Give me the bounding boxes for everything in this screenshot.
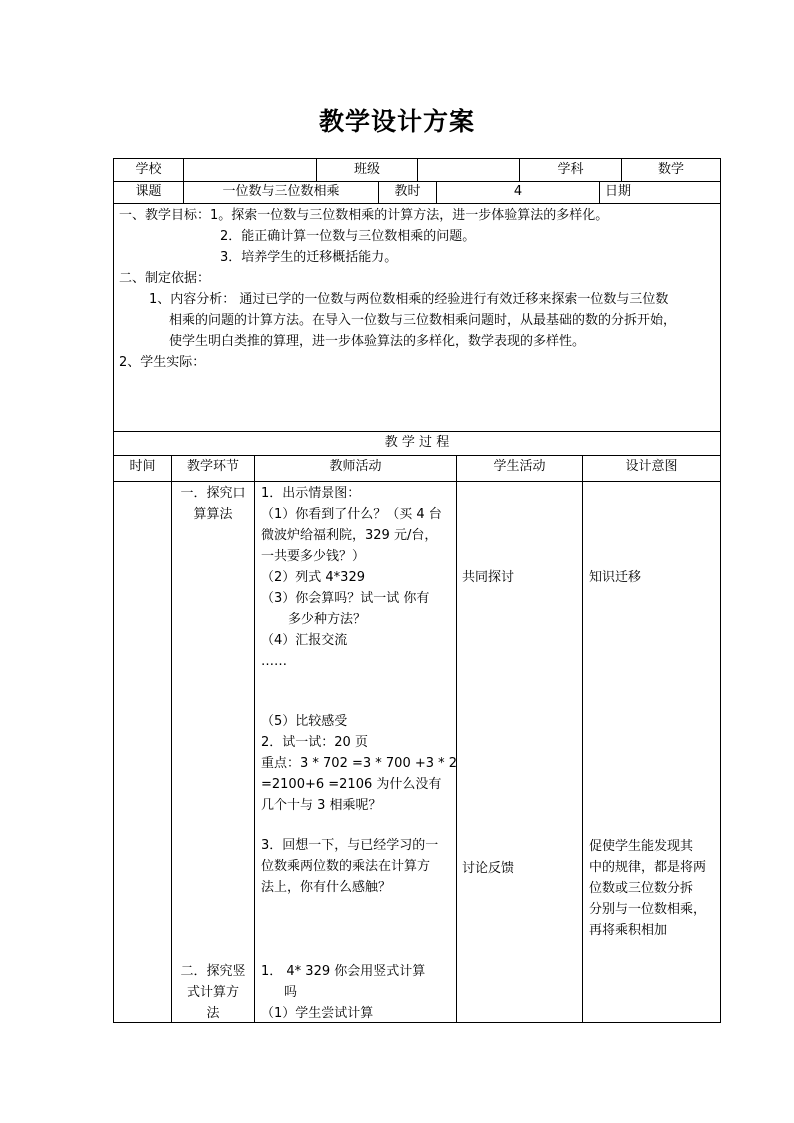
col-divider — [254, 455, 255, 1022]
stage2-name-line-2: 式计算方 — [186, 985, 239, 1000]
objective-line-2: 2．能正确计算一位数与三位数相乘的问题。 — [220, 229, 476, 244]
teacher-line: （1）学生尝试计算 — [261, 1006, 374, 1021]
teacher-line: （5）比较感受 — [261, 714, 348, 729]
teacher-line: 2．试一试：20 页 — [261, 735, 368, 750]
stage2-name-line-3: 法 — [206, 1006, 220, 1021]
col-divider — [171, 455, 172, 1022]
design-intent-line: 中的规律，都是将两 — [589, 860, 707, 875]
teacher-line: 法上，你有什么感触？ — [261, 880, 392, 895]
date-label: 日期 — [604, 184, 631, 199]
teacher-line: 1．出示情景图： — [261, 486, 361, 501]
design-intent-line: 再将乘积相加 — [589, 923, 668, 938]
subject-value: 数学 — [657, 162, 684, 177]
hours-value: 4 — [513, 184, 523, 199]
teacher-line: …… — [261, 654, 287, 669]
design-intent: 知识迁移 — [589, 570, 642, 585]
col-divider — [183, 159, 184, 181]
row-divider — [114, 455, 720, 456]
design-intent-line: 分别与一位数相乘， — [589, 902, 707, 917]
teacher-line: 几个十与 3 相乘呢？ — [261, 798, 382, 813]
col-header-teacher: 教师活动 — [329, 459, 382, 474]
design-intent-line: 促使学生能发现其 — [589, 839, 694, 854]
subject-label: 学科 — [557, 162, 584, 177]
hours-label: 教时 — [394, 184, 421, 199]
teacher-line: （4）汇报交流 — [261, 633, 348, 648]
teacher-line: 1． 4* 329 你会用竖式计算 — [261, 964, 426, 979]
stage1-name-line-1: 一．探究口 — [180, 486, 246, 501]
topic-label: 课题 — [135, 184, 162, 199]
basis-heading: 二、制定依据： — [119, 271, 211, 286]
teacher-line: 位数乘两位数的乘法在计算方 — [261, 859, 431, 874]
teacher-line: （2）列式 4*329 — [261, 570, 365, 585]
row-divider — [114, 481, 720, 482]
teacher-line: 重点：3 * 702 =3 * 700 +3 * 2 — [261, 756, 458, 771]
content-analysis-line-3: 使学生明白类推的算理，进一步体验算法的多样化，数学表现的多样性。 — [169, 334, 586, 349]
stage1-name-line-2: 算算法 — [193, 507, 233, 522]
lesson-plan-table — [113, 158, 721, 1023]
content-analysis-line-2: 相乘的问题的计算方法。在导入一位数与三位数相乘问题时，从最基础的数的分拆开始， — [169, 313, 677, 328]
teacher-line: 吗 — [284, 985, 298, 1000]
content-analysis-line-1: 1、内容分析： 通过已学的一位数与两位数相乘的经验进行有效迁移来探索一位数与三位数 — [149, 292, 669, 307]
col-header-time: 时间 — [129, 459, 156, 474]
class-label: 班级 — [353, 162, 380, 177]
topic-value: 一位数与三位数相乘 — [222, 184, 340, 199]
row-divider — [114, 431, 720, 432]
row-divider — [114, 203, 720, 204]
student-activity: 共同探讨 — [462, 570, 515, 585]
students-actual: 2、学生实际： — [119, 355, 206, 370]
stage2-name-line-1: 二．探究竖 — [180, 964, 246, 979]
document-title: 教学设计方案 — [318, 107, 475, 136]
teacher-line: 3．回想一下，与已经学习的一 — [261, 838, 439, 853]
teacher-line: =2100+6 =2106 为什么没有 — [261, 777, 442, 792]
col-header-design: 设计意图 — [625, 459, 678, 474]
design-intent-line: 位数或三位数分拆 — [589, 881, 694, 896]
teacher-line: 一共要多少钱？） — [261, 549, 366, 564]
col-header-student: 学生活动 — [493, 459, 546, 474]
col-divider — [417, 159, 418, 181]
process-heading: 教 学 过 程 — [384, 435, 450, 450]
teacher-line: （3）你会算吗？试一试 你有 — [261, 591, 430, 606]
teacher-line: 微波炉给福利院，329 元/台， — [261, 528, 438, 543]
col-divider — [456, 455, 457, 1022]
teacher-line: （1）你看到了什么？（买 4 台 — [261, 507, 442, 522]
school-label: 学校 — [135, 162, 162, 177]
teacher-line: 多少种方法？ — [288, 612, 367, 627]
student-activity: 讨论反馈 — [462, 861, 515, 876]
objective-line-3: 3．培养学生的迁移概括能力。 — [220, 250, 398, 265]
col-header-stage: 教学环节 — [186, 459, 239, 474]
col-divider — [582, 455, 583, 1022]
objective-line-1: 一、教学目标：1。探索一位数与三位数相乘的计算方法，进一步体验算法的多样化。 — [119, 208, 609, 223]
